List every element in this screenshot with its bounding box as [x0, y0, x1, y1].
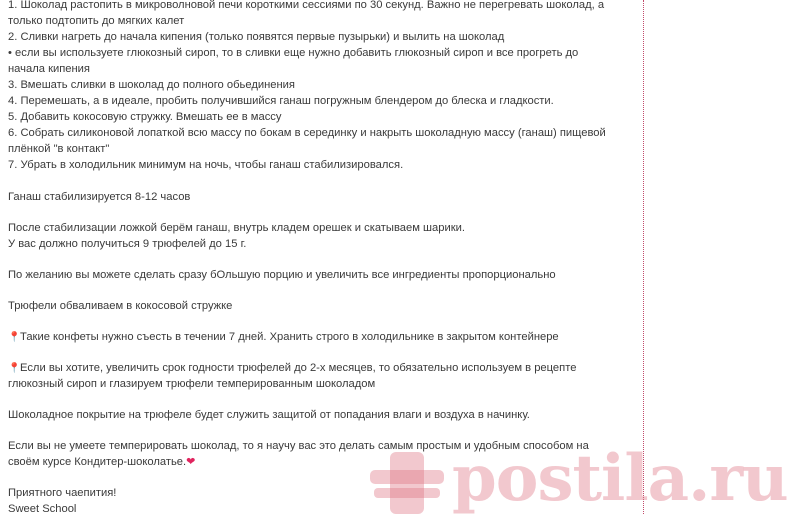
closing-greeting: Приятного чаепития! [8, 487, 117, 499]
yield-note: У вас должно получиться 9 трюфелей до 15 г. [8, 238, 247, 250]
coating-note: Трюфели обваливаем в кокосовой стружке [8, 300, 233, 312]
step-5: 5. Добавить кокосовую стружку. Вмешать ее в массу [8, 111, 282, 123]
step-1-line-2: только подтопить до мягких калет [8, 15, 185, 27]
pin-icon: 📍 [8, 363, 21, 374]
stabilization-time: Ганаш стабилизируется 8-12 часов [8, 191, 191, 203]
storage-note [8, 329, 559, 346]
coating-protection-note: Шоколадное покрытие на трюфеле будет служить защитой от попадания влаги и воздуха в начинку. [8, 409, 530, 421]
heart-icon: ❤ [186, 456, 196, 468]
shelf-life-line-1 [8, 360, 576, 377]
signature: Sweet School [8, 503, 77, 515]
glucose-note-line-1: • если вы используете глюкозный сироп, то в сливки еще нужно добавить глюкозный сироп и все прогреть до [8, 47, 579, 59]
watermark-text: postila.ru [452, 441, 788, 516]
dotted-border [643, 0, 644, 514]
step-2: 2. Сливки нагреть до начала кипения (только появятся первые пузырьки) и вылить на шоколад [8, 31, 505, 43]
shelf-life-line-2: глюкозный сироп и глазируем трюфели темперированным шоколадом [8, 378, 376, 390]
step-4: 4. Перемешать, а в идеале, пробить получившийся ганаш погружным блендером до блеска и гладкости. [8, 95, 554, 107]
course-text: своём курсе Кондитер-шоколатье. [8, 456, 187, 468]
portion-note: По желанию вы можете сделать сразу бОльшую порцию и увеличить все ингредиенты пропорционально [8, 269, 556, 281]
shelf-life-text: Если вы хотите, увеличить срок годности трюфелей до 2-х месяцев, то обязательно используем в рецепте [20, 362, 577, 374]
step-3: 3. Вмешать сливки в шоколад до полного обьединения [8, 79, 295, 91]
course-line-2 [8, 454, 195, 470]
glucose-note-line-2: начала кипения [8, 63, 90, 75]
watermark [360, 441, 788, 516]
rolling-instructions: После стабилизации ложкой берём ганаш, внутрь кладем орешек и скатываем шарики. [8, 222, 465, 234]
step-6-line-2: плёнкой "в контакт" [8, 143, 110, 155]
course-line-1: Если вы не умеете темперировать шоколад, то я научу вас это делать самым простым и удобным способом на [8, 440, 589, 452]
step-7: 7. Убрать в холодильник минимум на ночь, чтобы ганаш стабилизировался. [8, 159, 404, 171]
step-1-line-1: 1. Шоколад растопить в микроволновой печи короткими сессиями по 30 секунд. Важно не перегревать шоколад, а [8, 0, 605, 11]
storage-text: Такие конфеты нужно съесть в течении 7 дней. Хранить строго в холодильнике в закрытом контейнере [20, 331, 559, 343]
postila-logo-icon [360, 444, 450, 514]
pin-icon: 📍 [8, 332, 21, 343]
step-6-line-1: 6. Собрать силиконовой лопаткой всю массу по бокам в серединку и накрыть шоколадную массу (ганаш) пищевой [8, 127, 606, 139]
